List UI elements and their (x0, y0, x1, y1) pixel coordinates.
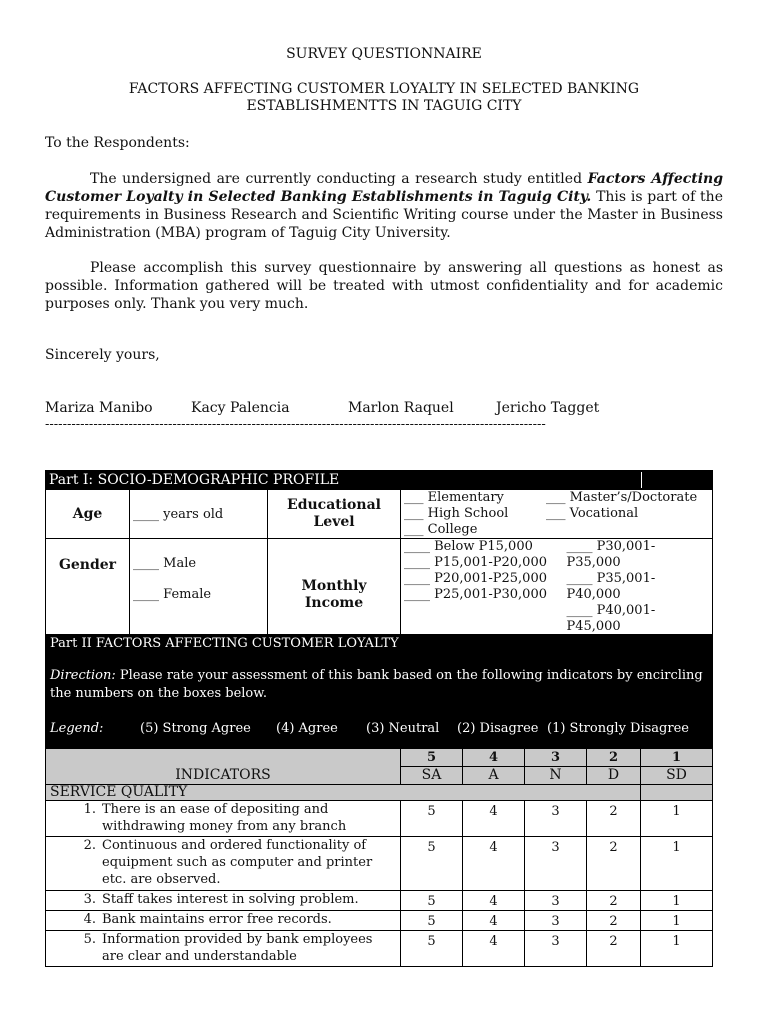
signer-name: Jericho Tagget (496, 400, 600, 416)
age-field[interactable]: ____ years old (130, 490, 268, 539)
cut-line: ------------------------------------------------------------------------------------------------------------------ (45, 417, 546, 432)
scale-code: A (463, 767, 525, 785)
scale-number: 3 (525, 749, 587, 767)
indicators-header: INDICATORS (46, 749, 401, 785)
rating-table (45, 634, 713, 967)
education-option[interactable]: ___ Elementary (404, 490, 504, 505)
section-header-cell (641, 785, 713, 801)
income-option[interactable]: ____ P15,001-P20,000 (404, 555, 547, 570)
item-number: 2. (83, 838, 96, 853)
education-col-1 (404, 490, 546, 538)
legend-item: (2) Disagree (457, 721, 539, 736)
scale-code: SD (641, 767, 713, 785)
item-number: 1. (83, 802, 96, 817)
scale-code: D (587, 767, 641, 785)
indicator-item (46, 911, 401, 931)
scale-number: 5 (401, 749, 463, 767)
intro-paragraph (45, 170, 723, 242)
signer-name: Marlon Raquel (348, 400, 454, 416)
intro-text-b: This is part of the requirements in Business Research and Scientific Writing course under the Master in Business Administration (MBA) program of Taguig City University. (45, 189, 723, 241)
rating-3[interactable]: 3 (525, 891, 587, 911)
header-divider (641, 472, 642, 488)
legend-item: (3) Neutral (366, 721, 440, 736)
item-text: Staff takes interest in solving problem. (102, 892, 359, 907)
section-header: SERVICE QUALITY (46, 785, 641, 801)
direction-text: Please rate your assessment of this bank based on the following indicators by encircling the numbers on the boxes below. (50, 668, 703, 701)
indicator-item (46, 931, 401, 967)
legend-item: (5) Strong Agree (140, 721, 251, 736)
item-text: Information provided by bank employees (102, 932, 373, 947)
scale-number: 4 (463, 749, 525, 767)
rating-3[interactable]: 3 (525, 837, 587, 891)
income-option[interactable]: ____ P35,001-P40,000 (566, 571, 656, 602)
rating-2[interactable]: 2 (587, 891, 641, 911)
document-title: SURVEY QUESTIONNAIRE (286, 46, 482, 62)
scale-code: SA (401, 767, 463, 785)
scale-code: N (525, 767, 587, 785)
signer-name: Kacy Palencia (191, 400, 290, 416)
gender-option-female[interactable]: ____ Female (133, 587, 212, 602)
instruction-paragraph: Please accomplish this survey questionnaire by answering all questions as honest as possible. Information gathered will be treated with utmost confidentiality and for academic purposes only. Thank you very much. (45, 260, 723, 312)
rating-2[interactable]: 2 (587, 931, 641, 967)
legend-item: (1) Strongly Disagree (547, 721, 689, 736)
rating-1[interactable]: 1 (641, 911, 713, 931)
rating-2[interactable]: 2 (587, 837, 641, 891)
rating-4[interactable]: 4 (463, 911, 525, 931)
item-number: 3. (83, 892, 96, 907)
part2-header-block (46, 635, 713, 749)
rating-4[interactable]: 4 (463, 801, 525, 837)
gender-option-male[interactable]: ____ Male (133, 556, 197, 571)
indicator-item (46, 891, 401, 911)
rating-5[interactable]: 5 (401, 891, 463, 911)
rating-4[interactable]: 4 (463, 837, 525, 891)
rating-4[interactable]: 4 (463, 891, 525, 911)
rating-1[interactable]: 1 (641, 891, 713, 911)
rating-5[interactable]: 5 (401, 837, 463, 891)
indicator-item (46, 801, 401, 837)
education-options (401, 490, 713, 539)
legend-label: Legend: (50, 721, 104, 736)
rating-4[interactable]: 4 (463, 931, 525, 967)
subtitle-line-2: ESTABLISHMENTTS IN TAGUIG CITY (246, 98, 522, 114)
item-text: There is an ease of depositing and (102, 802, 329, 817)
legend-item: (4) Agree (276, 721, 338, 736)
item-text: are clear and understandable (102, 949, 297, 964)
closing: Sincerely yours, (45, 347, 160, 363)
income-option[interactable]: ____ P20,001-P25,000 (404, 571, 547, 586)
part1-title: Part I: SOCIO-DEMOGRAPHIC PROFILE (49, 471, 340, 488)
direction-label: Direction: (50, 668, 116, 683)
education-option[interactable]: ___ Master’s/Doctorate (546, 490, 698, 505)
education-option[interactable]: ___ College (404, 522, 478, 537)
item-number: 5. (83, 932, 96, 947)
item-number: 4. (83, 912, 96, 927)
salutation: To the Respondents: (45, 135, 190, 151)
rating-3[interactable]: 3 (525, 801, 587, 837)
indicator-item (46, 837, 401, 891)
item-text: Bank maintains error free records. (102, 912, 332, 927)
age-label: Age (46, 490, 130, 539)
demographic-table (45, 470, 713, 652)
rating-5[interactable]: 5 (401, 801, 463, 837)
direction (50, 667, 708, 703)
scale-number: 1 (641, 749, 713, 767)
education-option[interactable]: ___ High School (404, 506, 509, 521)
rating-3[interactable]: 3 (525, 911, 587, 931)
document-subtitle (45, 81, 723, 115)
education-label: Educational Level (268, 490, 401, 539)
income-option[interactable]: ____ Below P15,000 (404, 539, 533, 554)
item-text: etc. are observed. (102, 872, 221, 887)
item-text: Continuous and ordered functionality of (102, 838, 367, 853)
part1-header (46, 471, 713, 490)
part2-title: Part II FACTORS AFFECTING CUSTOMER LOYALTY (50, 636, 399, 651)
rating-5[interactable]: 5 (401, 931, 463, 967)
rating-1[interactable]: 1 (641, 931, 713, 967)
item-text: withdrawing money from any branch (102, 819, 347, 834)
rating-2[interactable]: 2 (587, 801, 641, 837)
item-text: equipment such as computer and printer (102, 855, 373, 870)
rating-3[interactable]: 3 (525, 931, 587, 967)
education-col-2 (546, 490, 697, 538)
rating-2[interactable]: 2 (587, 911, 641, 931)
rating-5[interactable]: 5 (401, 911, 463, 931)
gender-label: Gender (46, 539, 130, 652)
income-option[interactable]: ____ P25,001-P30,000 (404, 587, 547, 602)
income-label: Monthly Income (268, 539, 401, 652)
scale-number: 2 (587, 749, 641, 767)
intro-text-a: The undersigned are currently conducting a research study entitled (90, 171, 588, 187)
study-title: Factors Affecting Customer Loyalty in Selected Banking Establishments in Taguig City. (45, 171, 724, 205)
subtitle-line-1: FACTORS AFFECTING CUSTOMER LOYALTY IN SELECTED BANKING (128, 81, 640, 97)
income-option[interactable]: ____ P40,001-P45,000 (566, 603, 656, 634)
education-option[interactable]: ___ Vocational (546, 506, 639, 521)
rating-1[interactable]: 1 (641, 801, 713, 837)
rating-1[interactable]: 1 (641, 837, 713, 891)
legend (50, 720, 708, 738)
income-option[interactable]: ____ P30,001-P35,000 (566, 539, 656, 570)
signer-name: Mariza Manibo (45, 400, 153, 416)
